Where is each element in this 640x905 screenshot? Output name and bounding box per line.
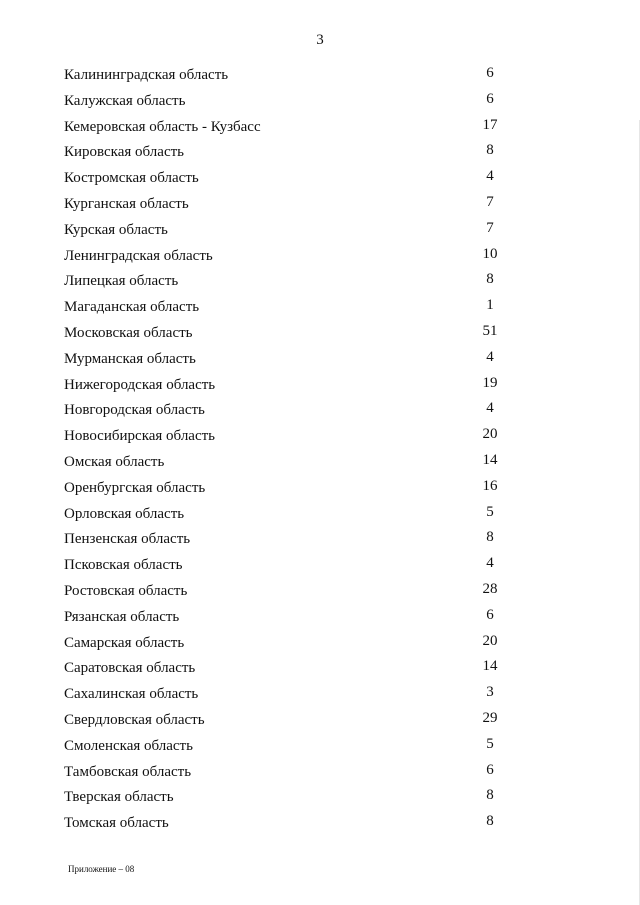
table-row	[0, 762, 640, 788]
region-count: 19	[482, 374, 498, 391]
region-count: 4	[486, 348, 494, 365]
table-row	[0, 323, 640, 349]
table-row	[0, 375, 640, 401]
region-name: Смоленская область	[64, 737, 193, 754]
table-row	[0, 349, 640, 375]
region-name: Свердловская область	[64, 711, 205, 728]
region-count: 4	[486, 400, 494, 417]
region-name: Самарская область	[64, 634, 185, 651]
region-count: 16	[482, 477, 498, 494]
region-name: Рязанская область	[64, 608, 180, 625]
region-count: 4	[486, 168, 494, 185]
table-row	[0, 142, 640, 168]
region-count: 5	[486, 503, 494, 520]
table-row	[0, 400, 640, 426]
region-count: 8	[486, 787, 494, 804]
region-count: 17	[482, 116, 498, 133]
table-row	[0, 65, 640, 91]
table-row	[0, 297, 640, 323]
region-count: 8	[486, 142, 494, 159]
region-count: 7	[486, 219, 494, 236]
region-name: Калининградская область	[64, 67, 229, 83]
table-row	[0, 168, 640, 194]
region-name: Курганская область	[64, 195, 189, 212]
table-row	[0, 813, 640, 839]
table-row	[0, 452, 640, 478]
region-count: 29	[482, 709, 498, 726]
region-name: Орловская область	[64, 505, 185, 522]
table-row	[0, 787, 640, 813]
region-count: 8	[486, 529, 494, 546]
table-row	[0, 426, 640, 452]
region-name: Новосибирская область	[64, 428, 216, 445]
region-name: Оренбургская область	[64, 479, 206, 496]
region-name: Мурманская область	[64, 350, 196, 367]
region-name: Омская область	[64, 453, 165, 470]
table-row	[0, 684, 640, 710]
region-list	[0, 65, 640, 839]
region-count: 1	[486, 297, 494, 314]
region-name: Ростовская область	[64, 582, 188, 599]
region-count: 14	[482, 451, 498, 468]
region-count: 6	[486, 606, 494, 623]
table-row	[0, 271, 640, 297]
table-row	[0, 555, 640, 581]
table-row	[0, 91, 640, 117]
table-row	[0, 504, 640, 530]
region-count: 51	[482, 322, 498, 339]
region-count: 7	[486, 193, 494, 210]
region-name: Тверская область	[64, 789, 174, 806]
region-name: Калужская область	[64, 92, 186, 109]
region-count: 20	[482, 426, 498, 443]
region-name: Новгородская область	[64, 402, 205, 419]
region-name: Томская область	[64, 815, 169, 832]
region-count: 6	[486, 90, 494, 107]
region-name: Курская область	[64, 221, 168, 238]
region-name: Саратовская область	[64, 660, 196, 677]
region-name: Ленинградская область	[64, 247, 213, 264]
table-row	[0, 529, 640, 555]
region-count: 10	[482, 245, 498, 262]
region-count: 8	[486, 813, 494, 830]
region-count: 4	[486, 555, 494, 572]
region-count: 14	[482, 658, 498, 675]
region-count: 5	[486, 735, 494, 752]
region-name: Костромская область	[64, 170, 199, 187]
table-row	[0, 194, 640, 220]
table-row	[0, 607, 640, 633]
region-name: Магаданская область	[64, 299, 200, 316]
region-name: Московская область	[64, 324, 193, 341]
region-count: 28	[482, 580, 498, 597]
table-row	[0, 246, 640, 272]
region-count: 6	[486, 65, 494, 81]
table-row	[0, 736, 640, 762]
region-name: Тамбовская область	[64, 763, 192, 780]
table-row	[0, 658, 640, 684]
region-name: Пензенская область	[64, 531, 191, 548]
region-name: Нижегородская область	[64, 376, 216, 393]
region-count: 6	[486, 761, 494, 778]
region-name: Кировская область	[64, 144, 185, 161]
page-number: 3	[316, 32, 324, 48]
region-name: Кемеровская область - Кузбасс	[64, 118, 261, 135]
region-count: 20	[482, 632, 498, 649]
table-row	[0, 478, 640, 504]
region-name: Липецкая область	[64, 273, 179, 290]
region-name: Сахалинская область	[64, 686, 199, 703]
region-name: Псковская область	[64, 557, 183, 574]
table-row	[0, 117, 640, 143]
footer-appendix-label: Приложение – 08	[68, 864, 135, 874]
region-count: 8	[486, 271, 494, 288]
table-row	[0, 710, 640, 736]
table-row	[0, 633, 640, 659]
table-row	[0, 220, 640, 246]
region-count: 3	[486, 684, 494, 701]
table-row	[0, 581, 640, 607]
